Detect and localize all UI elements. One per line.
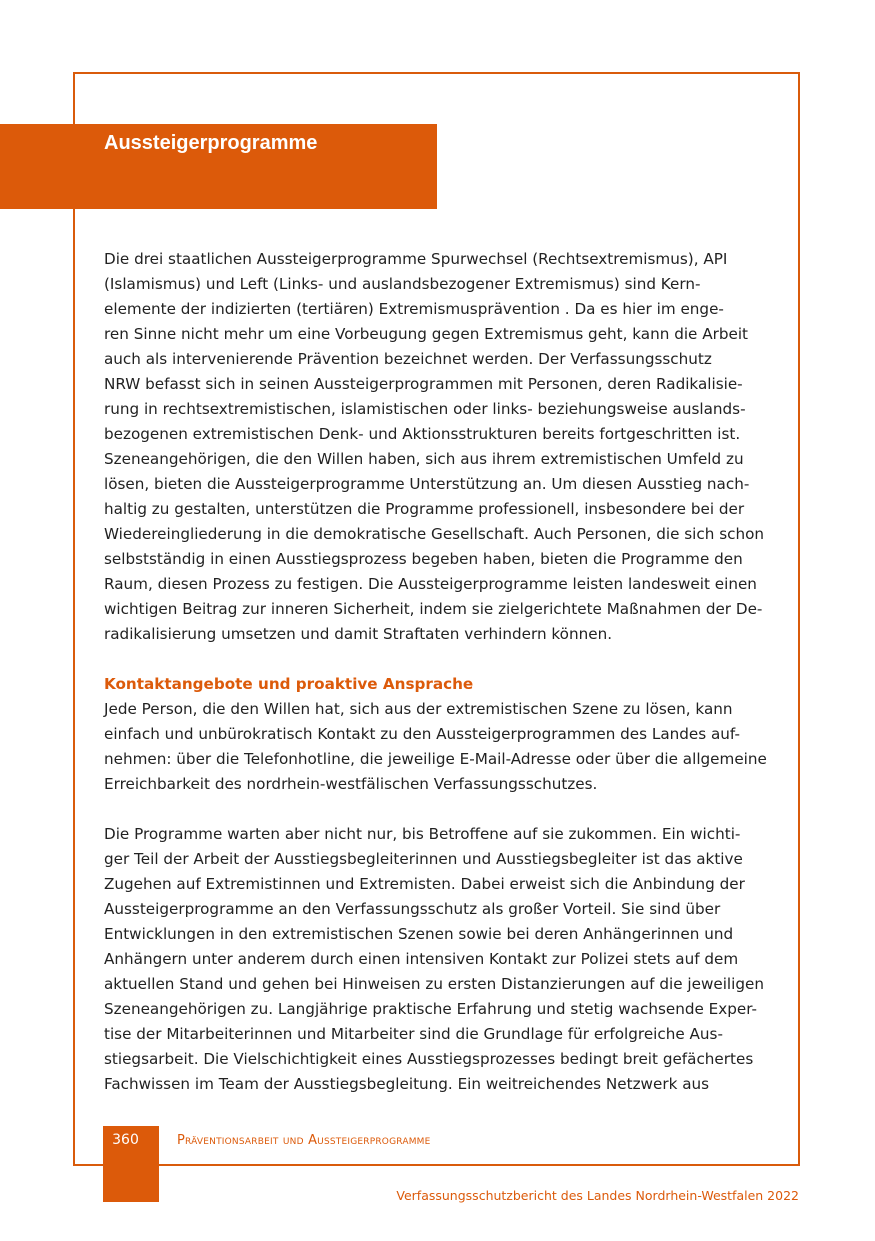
text-line: selbstständig in einen Ausstiegsprozess begeben haben, bieten die Programme den [104, 550, 743, 568]
text-line: stiegsarbeit. Die Vielschichtigkeit eines Ausstiegsprozesses bedingt breit gefächertes [104, 1050, 754, 1068]
paragraph-contact [104, 697, 772, 797]
text-line: Raum, diesen Prozess zu festigen. Die Aussteigerprogramme leisten landesweit einen [104, 575, 757, 593]
text-line: Szeneangehörigen, die den Willen haben, sich aus ihrem extremistischen Umfeld zu [104, 450, 744, 468]
text-line: haltig zu gestalten, unterstützen die Programme professionell, insbesondere bei der [104, 500, 745, 518]
report-footer: Verfassungsschutzbericht des Landes Nordrhein-Westfalen 2022 [396, 1188, 799, 1203]
text-line: aktuellen Stand und gehen bei Hinweisen zu ersten Distanzierungen auf die jeweiligen [104, 975, 764, 993]
text-line: bezogenen extremistischen Denk- und Aktionsstrukturen bereits fortgeschritten ist. [104, 425, 741, 443]
text-line: elemente der indizierten (tertiären) Extremismusprävention . Da es hier im enge- [104, 300, 724, 318]
text-line: Aussteigerprogramme an den Verfassungsschutz als großer Vorteil. Sie sind über [104, 900, 721, 918]
text-line: ger Teil der Arbeit der Ausstiegsbegleiterinnen und Ausstiegsbegleiter ist das aktive [104, 850, 743, 868]
text-line: Die drei staatlichen Aussteigerprogramme Spurwechsel (Rechtsextremismus), API [104, 250, 728, 268]
text-line: Szeneangehörigen zu. Langjährige praktische Erfahrung und stetig wachsende Exper- [104, 1000, 757, 1018]
body-text [104, 247, 772, 1097]
text-line: Zugehen auf Extremistinnen und Extremisten. Dabei erweist sich die Anbindung der [104, 875, 745, 893]
text-line: radikalisierung umsetzen und damit Straftaten verhindern können. [104, 625, 613, 643]
page-number: 360 [112, 1132, 139, 1148]
text-line: NRW befasst sich in seinen Aussteigerprogrammen mit Personen, deren Radikalisie- [104, 375, 743, 393]
subheading: Kontaktangebote und proaktive Ansprache [104, 675, 474, 693]
text-line: lösen, bieten die Aussteigerprogramme Unterstützung an. Um diesen Ausstieg nach- [104, 475, 750, 493]
text-line: ren Sinne nicht mehr um eine Vorbeugung gegen Extremismus geht, kann die Arbeit [104, 325, 749, 343]
text-line: einfach und unbürokratisch Kontakt zu den Aussteigerprogrammen des Landes auf- [104, 725, 740, 743]
text-line: (Islamismus) und Left (Links- und auslandsbezogener Extremismus) sind Kern- [104, 275, 701, 293]
paragraph-intro [104, 247, 772, 647]
text-line: tise der Mitarbeiterinnen und Mitarbeiter sind die Grundlage für erfolgreiche Aus- [104, 1025, 723, 1043]
text-line: Jede Person, die den Willen hat, sich aus der extremistischen Szene zu lösen, kann [104, 700, 733, 718]
paragraph-outreach [104, 822, 772, 1097]
text-line: rung in rechtsextremistischen, islamistischen oder links- beziehungsweise auslands- [104, 400, 746, 418]
text-line: nehmen: über die Telefonhotline, die jeweilige E-Mail-Adresse oder über die allgemeine [104, 750, 767, 768]
running-head: Präventionsarbeit und Aussteigerprogramme [177, 1133, 431, 1148]
text-line: Anhängern unter anderem durch einen intensiven Kontakt zur Polizei stets auf dem [104, 950, 739, 968]
text-line: Die Programme warten aber nicht nur, bis Betroffene auf sie zukommen. Ein wichti- [104, 825, 741, 843]
text-line: Erreichbarkeit des nordrhein-westfälischen Verfassungsschutzes. [104, 775, 598, 793]
text-line: wichtigen Beitrag zur inneren Sicherheit, indem sie zielgerichtete Maßnahmen der De- [104, 600, 763, 618]
text-line: auch als intervenierende Prävention bezeichnet werden. Der Verfassungsschutz [104, 350, 712, 368]
text-line: Fachwissen im Team der Ausstiegsbegleitung. Ein weitreichendes Netzwerk aus [104, 1075, 710, 1093]
text-line: Wiedereingliederung in die demokratische Gesellschaft. Auch Personen, die sich schon [104, 525, 765, 543]
text-line: Entwicklungen in den extremistischen Szenen sowie bei deren Anhängerinnen und [104, 925, 734, 943]
section-title: Aussteigerprogramme [104, 132, 318, 154]
